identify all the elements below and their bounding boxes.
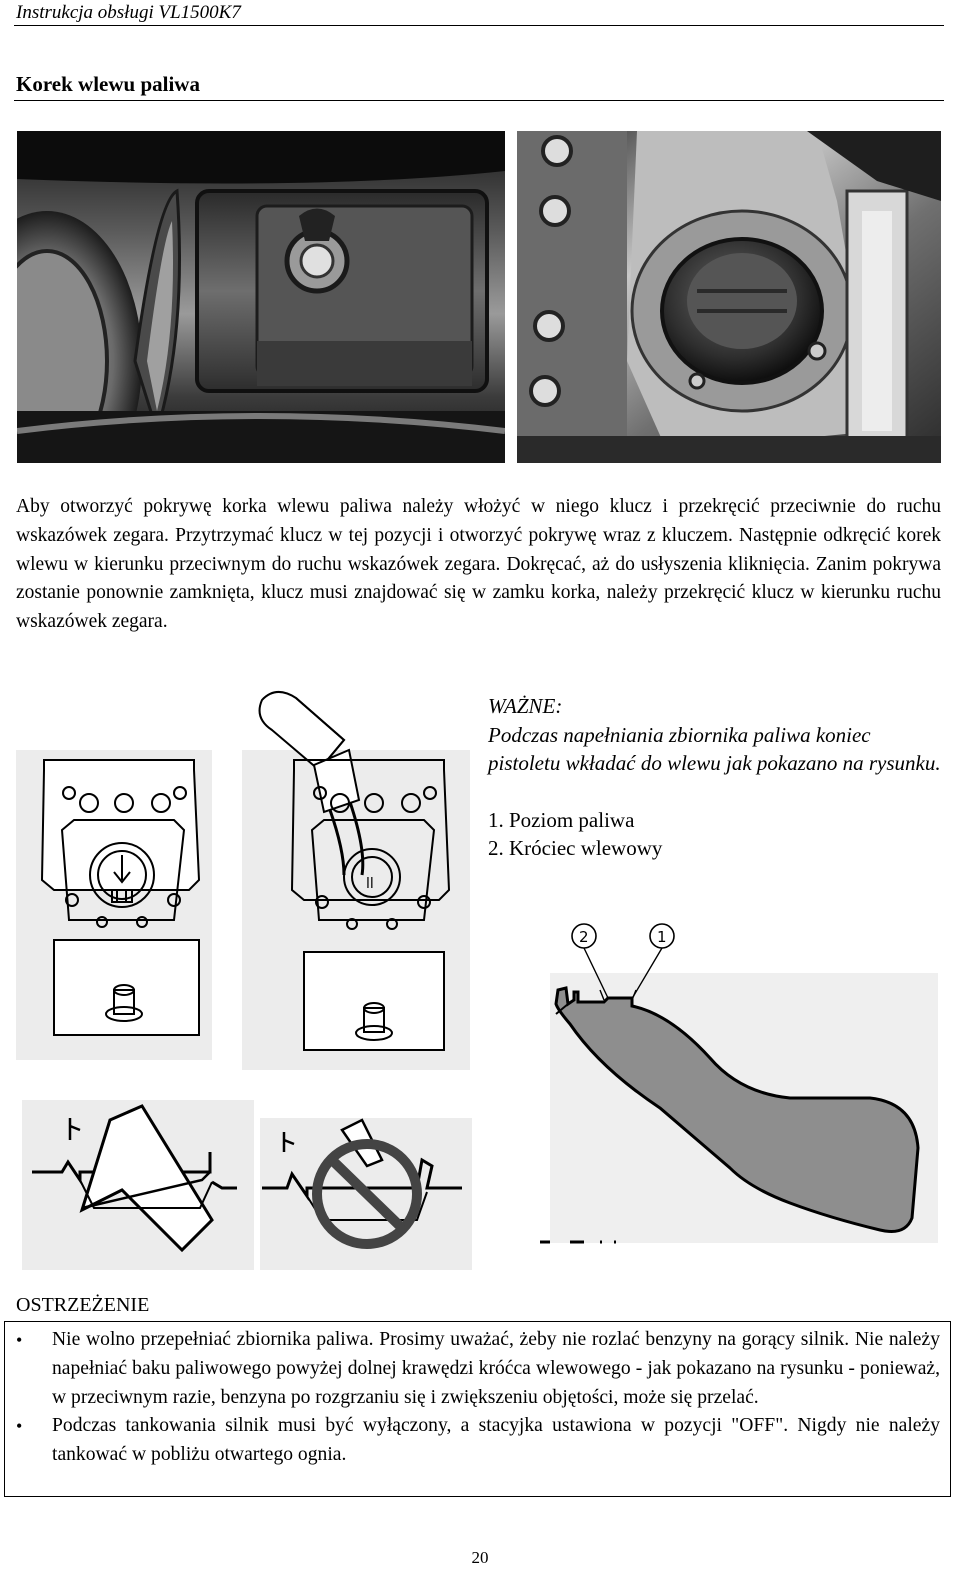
callout-1: 1: [657, 928, 667, 946]
note-heading: WAŻNE:: [488, 694, 563, 718]
warning-box: [4, 1321, 951, 1497]
legend-list: [488, 806, 948, 863]
section-title: Korek wlewu paliwa: [16, 72, 200, 96]
fuel-cap-closed-photo: [17, 131, 505, 463]
fuel-cap-open-photo: [517, 131, 941, 463]
warning-item-engine-off: [5, 1412, 940, 1470]
filler-unit-left: [16, 750, 212, 1060]
bullet-icon: •: [16, 1330, 23, 1350]
bullet-icon: •: [16, 1416, 23, 1437]
warning-list: [5, 1322, 950, 1470]
header-rule: [14, 25, 944, 26]
filler-access-diagram: [14, 690, 474, 1070]
running-header: Instrukcja obsługi VL1500K7: [16, 2, 241, 23]
instructions-paragraph: Aby otworzyć pokrywę korka wlewu paliwa należy włożyć w niego klucz i przekręcić przeciwnie do ruchu wskazówek zegara. Przytrzymać klucz w tej pozycji i otworzyć pokrywę wraz z kluczem. Następnie odkręcić korek wlewu w kierunku przeciwnym do ruchu wskazówek zegara. Dokręcać, aż do usłyszenia kliknięcia. Zanim pokrywa zostanie ponownie zamknięta, klucz musi znajdować się w zamku korka, należy przekręcić klucz w kierunku ruchu wskazówek zegara.: [16, 496, 941, 633]
nozzle-insertion-diagram: [22, 1100, 472, 1270]
important-note: [488, 692, 948, 863]
warning-item-text: Podczas tankowania silnik musi być wyłączony, a stacyjka ustawiona w pozycji "OFF". Nigdy nie należy tankować w pobliżu otwartego ognia.: [52, 1415, 940, 1466]
legend-item-filler-neck: 2. Króciec wlewowy: [488, 836, 663, 861]
callout-2: 2: [579, 928, 589, 946]
note-text: Podczas napełniania zbiornika paliwa koniec pistoletu wkładać do wlewu jak pokazano na rysunku.: [488, 722, 941, 776]
filler-key-label: ll: [366, 876, 374, 892]
note-spacer: [488, 778, 948, 806]
filler-unit-right: [242, 692, 470, 1070]
page-number: 20: [471, 1548, 489, 1567]
tank-cross-section-diagram: [540, 918, 938, 1248]
warning-heading: OSTRZEŻENIE: [16, 1294, 150, 1316]
legend-item-fuel-level: 1. Poziom paliwa: [488, 807, 635, 832]
warning-item-text: Nie wolno przepełniać zbiornika paliwa. Prosimy uważać, żeby nie rozlać benzyny na gorący silnik. Nie należy napełniać baku paliwowego powyżej dolnej krawędzi króćca wlewowego - jak pokazano na rysunku - ponieważ, w przeciwnym razie, benzyna po rozgrzaniu się i zwiększeniu objętości, może się przelać.: [52, 1329, 940, 1408]
title-rule: [14, 100, 944, 101]
warning-item-overfill: [5, 1326, 940, 1412]
